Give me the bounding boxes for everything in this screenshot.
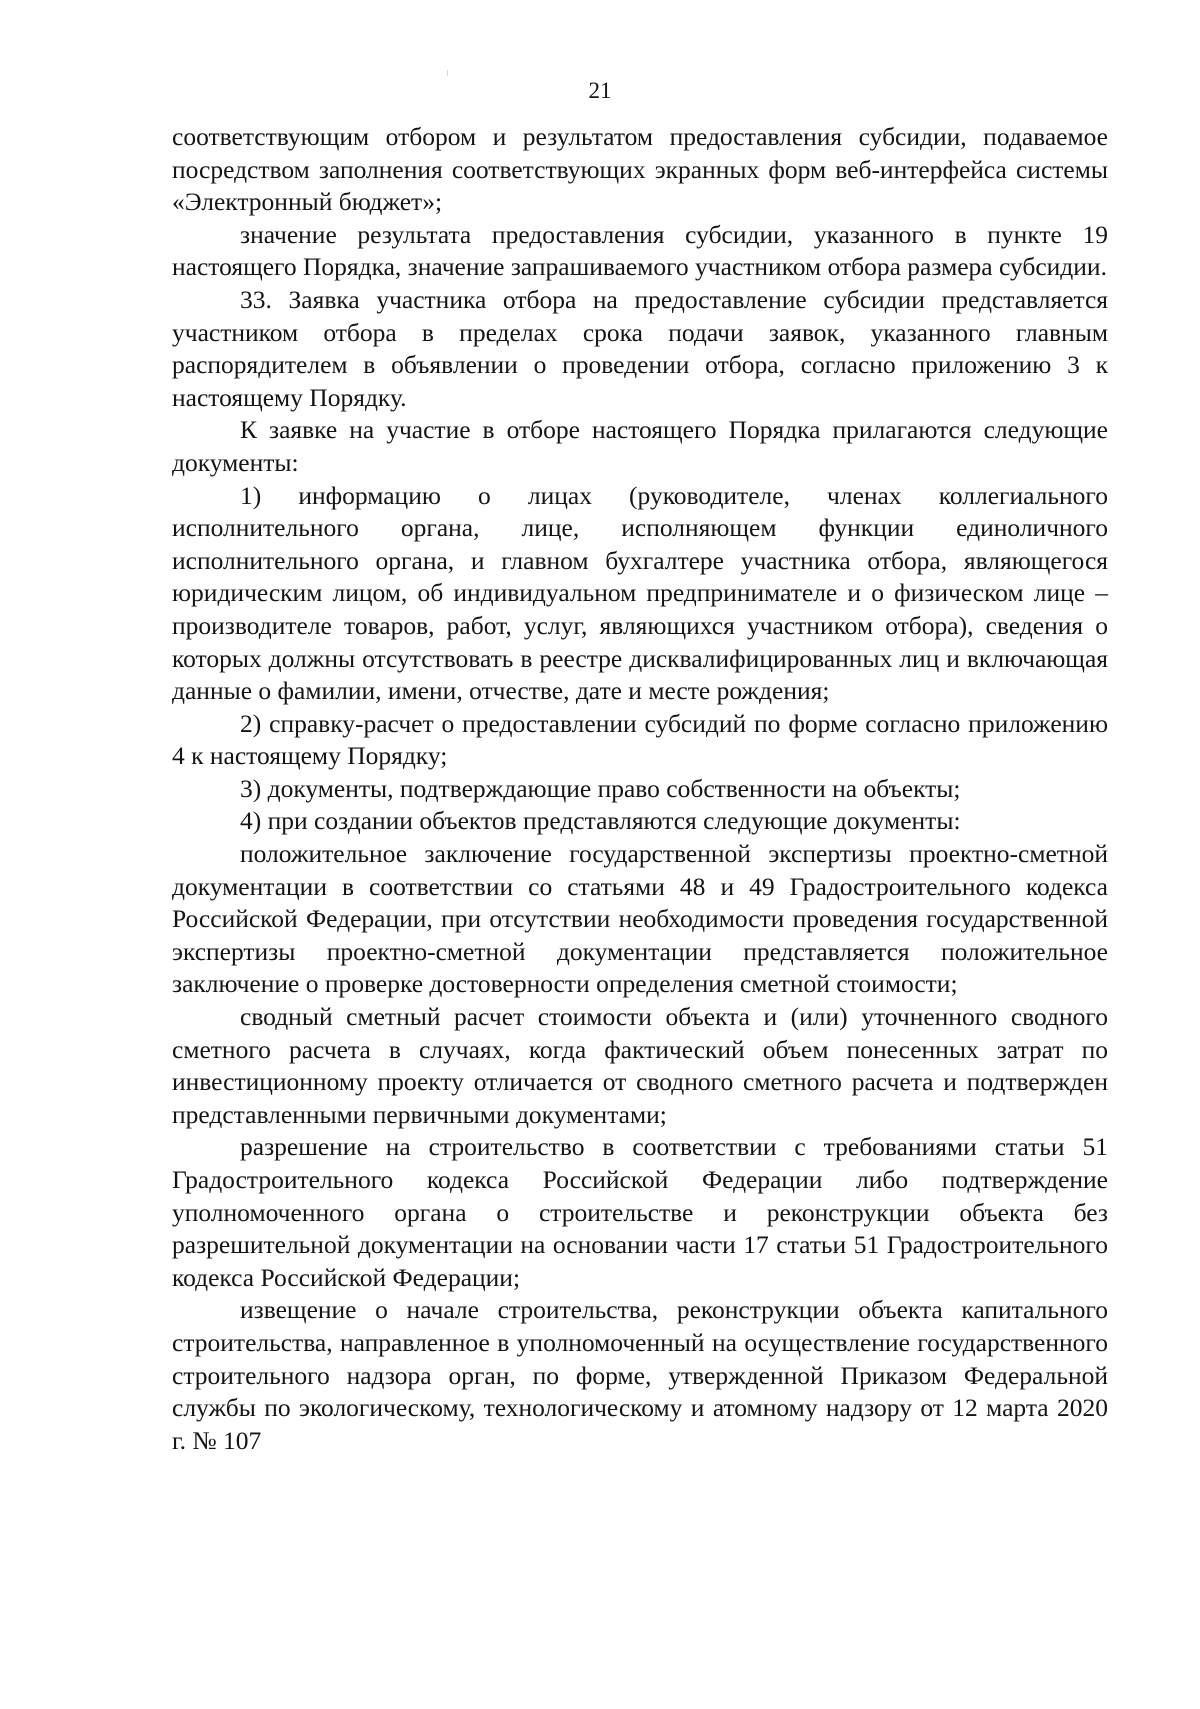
paragraph-attached-documents: К заявке на участие в отборе настоящего Порядка прилагаются следующие документы: <box>172 415 1108 477</box>
list-item-4: 4) при создании объектов представляются следующие документы: <box>240 806 961 836</box>
document-body <box>172 121 1108 1457</box>
paragraph-building-permit: разрешение на строительство в соответствии с требованиями статьи 51 Градостроительного кодекса Российской Федерации либо подтверждение уполномоченного органа о строительстве и реконструкции объекта без разрешительной документации на основании части 17 статьи 51 Градостроительного кодекса Российской Федерации; <box>172 1132 1108 1292</box>
page-number: 21 <box>588 78 612 103</box>
paragraph-continuation: соответствующим отбором и результатом предоставления субсидии, подаваемое посредством заполнения соответствующих экранных форм веб-интерфейса системы «Электронный бюджет»; <box>172 122 1108 217</box>
paragraph-expertise-conclusion: положительное заключение государственной экспертизы проектно-сметной документации в соответствии со статьями 48 и 49 Градостроительного кодекса Российской Федерации, при отсутствии необходимости проведения государственной экспертизы проектно-сметной документации представляется положительное заключение о проверке достоверности определения сметной стоимости; <box>172 839 1108 999</box>
list-item-3: 3) документы, подтверждающие право собственности на объекты; <box>240 773 961 803</box>
paragraph-clause-33: 33. Заявка участника отбора на предоставление субсидии представляется участником отбора в пределах срока подачи заявок, указанного главным распорядителем в объявлении о проведении отбора, согласно приложению 3 к настоящему Порядку. <box>172 284 1108 412</box>
list-item-2: 2) справку-расчет о предоставлении субсидий по форме согласно приложению 4 к настоящему Порядку; <box>172 708 1108 771</box>
list-item-1: 1) информацию о лицах (руководителе, членах коллегиального исполнительного органа, лице, исполняющем функции единоличного исполнительного органа, и главном бухгалтере участника отбора, являющегося юридическим лицом, об индивидуальном предпринимателе и о физическом лице – производителе товаров, работ, услуг, являющихся участником отбора), сведения о которых должны отсутствовать в реестре дисквалифицированных лиц и включающая данные о фамилии, имени, отчестве, дате и месте рождения; <box>172 480 1108 706</box>
paragraph-result-value: значение результата предоставления субсидии, указанного в пункте 19 настоящего Порядка, значение запрашиваемого участником отбора размера субсидии. <box>172 219 1108 282</box>
paragraph-estimate-calculation: сводный сметный расчет стоимости объекта и (или) уточненного сводного сметного расчета в случаях, когда фактический объем понесенных затрат по инвестиционному проекту отличается от сводного сметного расчета и подтвержден представленными первичными документами; <box>172 1002 1108 1129</box>
paragraph-construction-notice: извещение о начале строительства, реконструкции объекта капитального строительства, направленное в уполномоченный на осуществление государственного строительного надзора орган, по форме, утвержденной Приказом Федеральной службы по экологическому, технологическому и атомному надзору от 12 марта 2020 г. № 107 <box>172 1295 1108 1455</box>
